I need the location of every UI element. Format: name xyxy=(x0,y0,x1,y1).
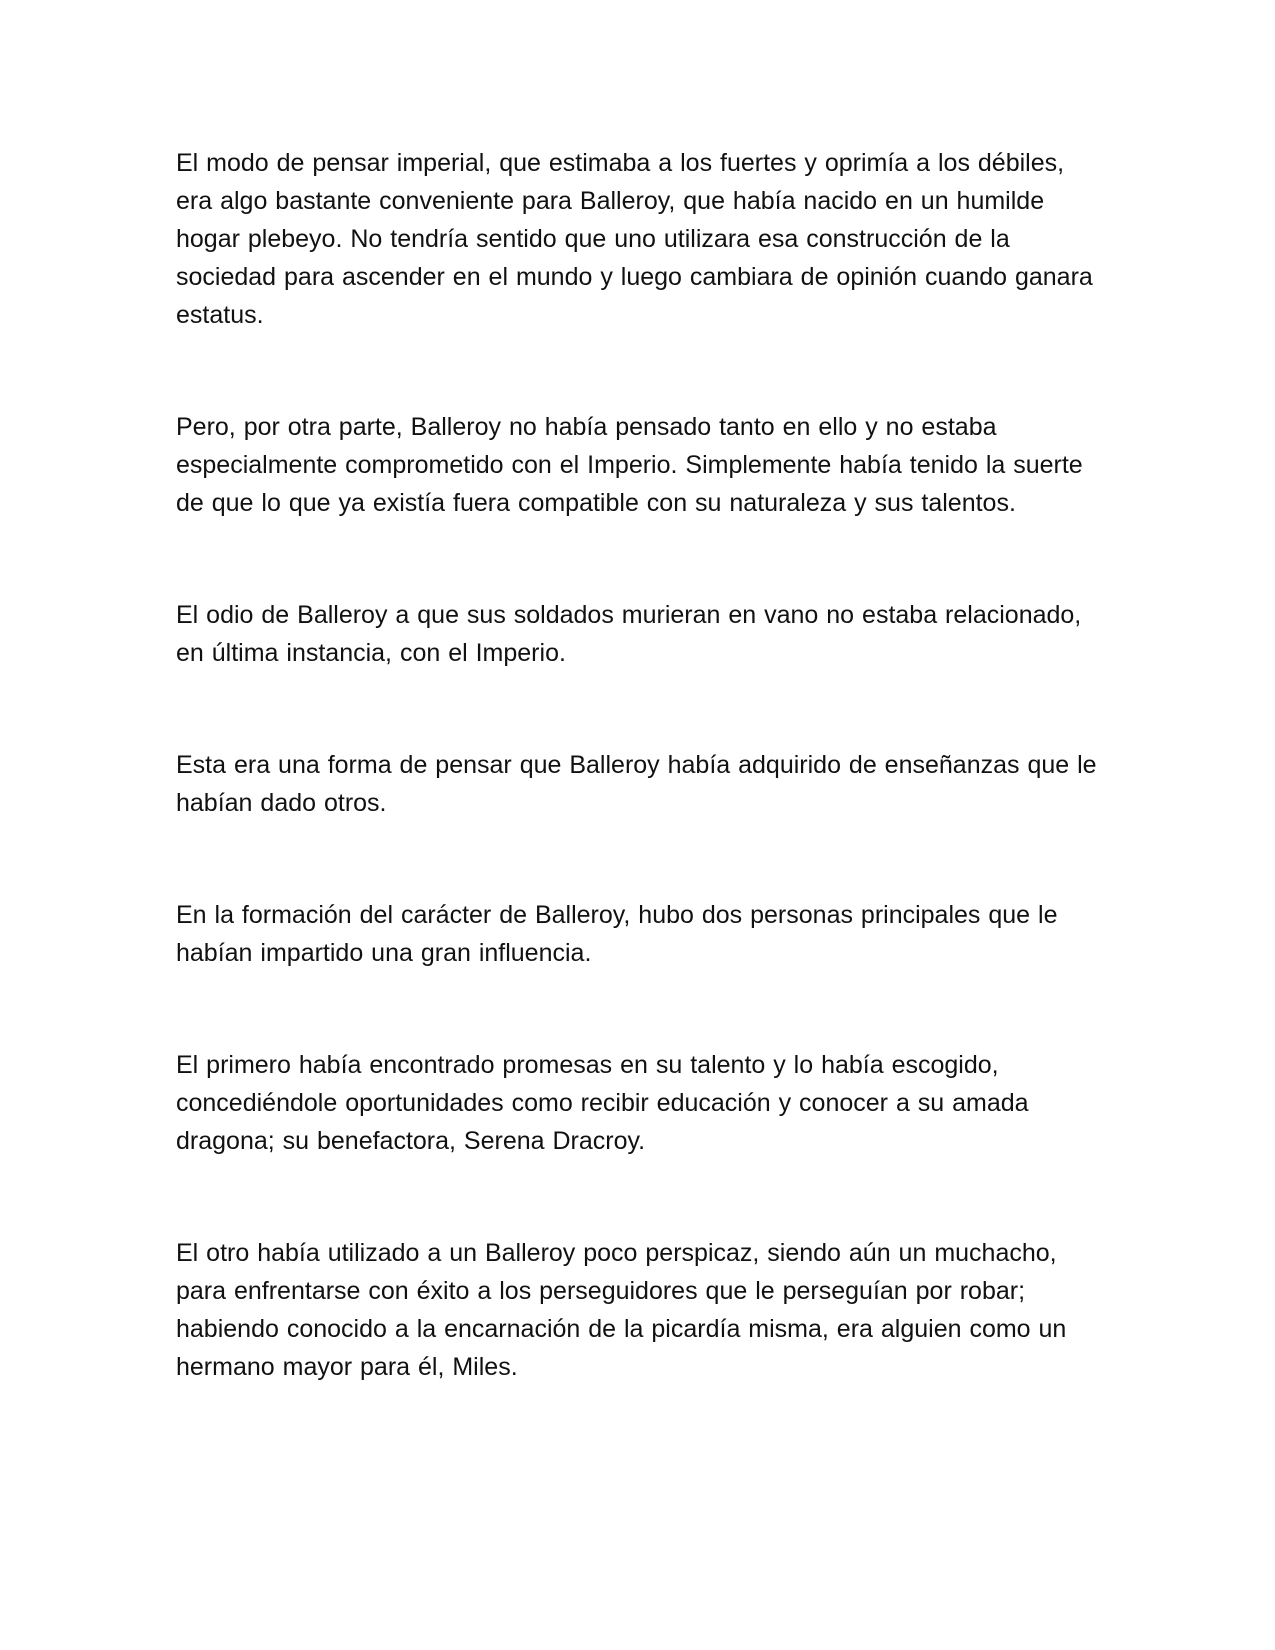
paragraph-2: Pero, por otra parte, Balleroy no había pensado tanto en ello y no estaba especialmente comprometido con el Imperio. Simplemente había tenido la suerte de que lo que ya existía fuera compatible con su naturaleza y sus talentos. xyxy=(176,413,1083,517)
paragraph-1: El modo de pensar imperial, que estimaba a los fuertes y oprimía a los débiles, era algo bastante conveniente para Balleroy, que había nacido en un humilde hogar plebeyo. No tendría sentido que uno utilizara esa construcción de la sociedad para ascender en el mundo y luego cambiara de opinión cuando ganara estatus. xyxy=(176,149,1093,329)
document-body xyxy=(176,144,1106,1386)
paragraph-5: En la formación del carácter de Balleroy, hubo dos personas principales que le habían impartido una gran influencia. xyxy=(176,901,1058,967)
paragraph-6: El primero había encontrado promesas en su talento y lo había escogido, concediéndole oportunidades como recibir educación y conocer a su amada dragona; su benefactora, Serena Dracroy. xyxy=(176,1051,1029,1155)
paragraph-3: El odio de Balleroy a que sus soldados murieran en vano no estaba relacionado, en última instancia, con el Imperio. xyxy=(176,601,1082,667)
paragraph-4: Esta era una forma de pensar que Balleroy había adquirido de enseñanzas que le habían dado otros. xyxy=(176,751,1097,817)
paragraph-7: El otro había utilizado a un Balleroy poco perspicaz, siendo aún un muchacho, para enfrentarse con éxito a los perseguidores que le perseguían por robar; habiendo conocido a la encarnación de la picardía misma, era alguien como un hermano mayor para él, Miles. xyxy=(176,1239,1067,1381)
